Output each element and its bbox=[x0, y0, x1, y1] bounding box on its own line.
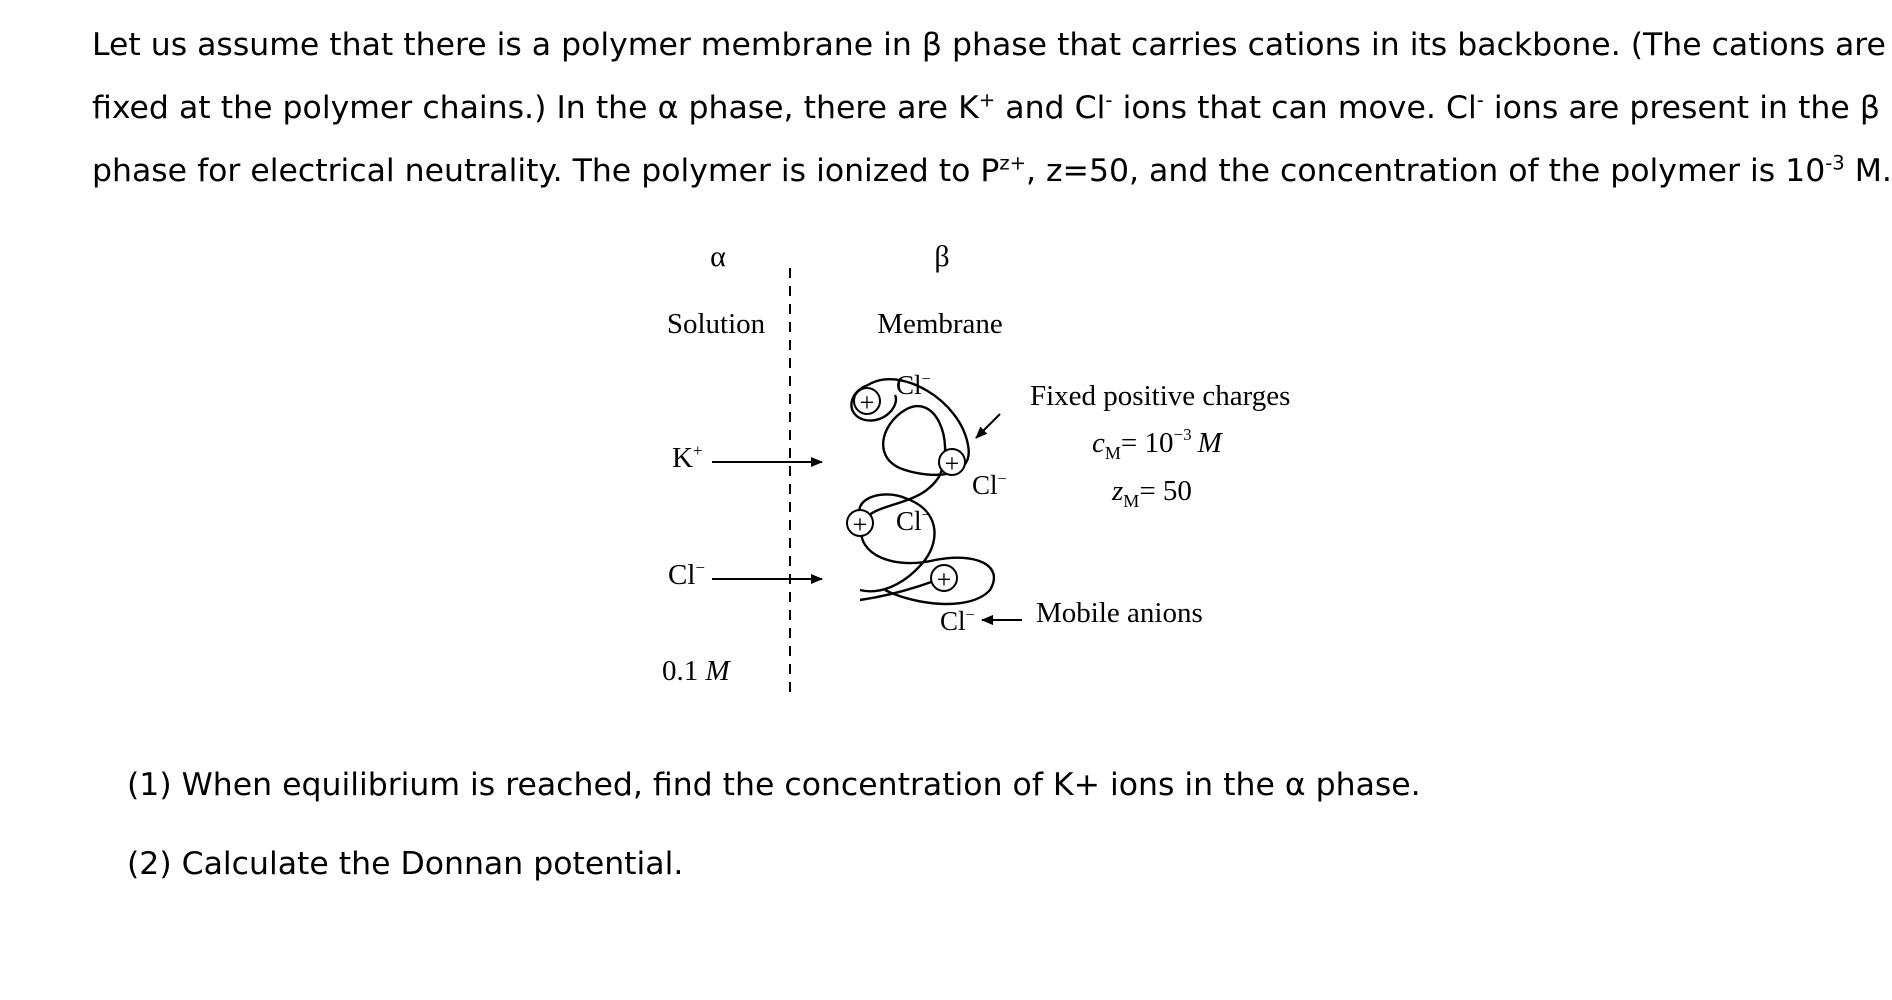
problem-line-2: fixed at the polymer chains.) In the α phase, there are K+ and Cl- ions that can move. Cl- ions are present in the β bbox=[92, 88, 1880, 126]
cm-value: $c_M= 10^{-3}$ M bbox=[1092, 425, 1222, 463]
fixed-positive-charge bbox=[847, 510, 873, 539]
svg-text:+: + bbox=[944, 449, 960, 478]
beta-phase-symbol: β bbox=[934, 240, 950, 273]
problem-line-1: Let us assume that there is a polymer membrane in β phase that carries cations in its backbone. (The cations are bbox=[92, 27, 1886, 63]
chloride-ion: Cl− bbox=[896, 506, 931, 536]
chloride-ion: Cl− bbox=[940, 606, 975, 636]
solution-label: Solution bbox=[666, 308, 766, 340]
zm-value: $z_M= 50$ bbox=[1112, 475, 1192, 511]
fixed-positive-charges-label: Fixed positive charges bbox=[1030, 380, 1291, 412]
fixed-charges-pointer-arrow bbox=[976, 414, 1000, 438]
svg-text:+: + bbox=[852, 510, 868, 539]
question-2: (2) Calculate the Donnan potential. bbox=[127, 846, 684, 882]
fixed-positive-charge bbox=[931, 565, 957, 594]
svg-text:+: + bbox=[859, 388, 875, 417]
k-ion-label: K+ bbox=[672, 441, 703, 474]
mobile-anions-label: Mobile anions bbox=[1036, 597, 1203, 629]
chloride-ion: Cl− bbox=[896, 370, 931, 400]
alpha-phase-symbol: α bbox=[710, 240, 726, 273]
chloride-ion: Cl− bbox=[972, 470, 1007, 500]
solution-concentration: 0.1 M bbox=[662, 655, 730, 687]
svg-text:+: + bbox=[936, 565, 952, 594]
problem-line-3: phase for electrical neutrality. The polymer is ionized to $P^{z+}$, z=50, and the concentration of the polymer is $10^{-3}$ M. bbox=[92, 151, 1892, 189]
membrane-label: Membrane bbox=[877, 308, 1003, 340]
question-1: (1) When equilibrium is reached, find the concentration of K+ ions in the α phase. bbox=[127, 767, 1421, 803]
fixed-positive-charge bbox=[854, 388, 880, 417]
cl-ion-label: Cl− bbox=[668, 558, 705, 591]
